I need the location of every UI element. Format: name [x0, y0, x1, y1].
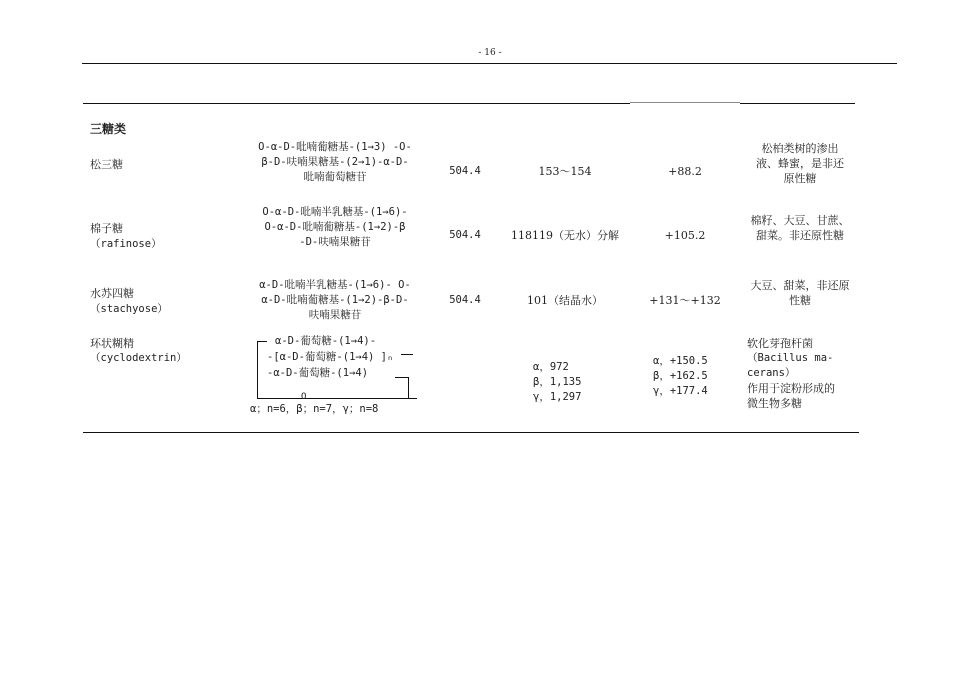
- source-line: 大豆、甜菜，非还原: [750, 279, 850, 292]
- row-mw: 504.4: [449, 294, 481, 306]
- structure-line: -[α-D-葡萄糖-(1→4) ]ₙ: [267, 351, 394, 363]
- structure-line: O-α-D-吡喃葡糖基-(1→2)-β: [264, 221, 406, 233]
- structure-line: α-D-吡喃半乳糖基-(1→6)- O-: [259, 279, 411, 291]
- row-mp: 101（结晶水）: [527, 294, 603, 307]
- structure-line: 呋喃果糖苷: [308, 309, 362, 321]
- row-mp: [533, 360, 581, 405]
- row-name-en: （stachyose）: [90, 303, 168, 315]
- source-line: 软化芽孢杆菌: [747, 337, 813, 350]
- source-line: 原性糖: [783, 172, 817, 185]
- row-name-en: （rafinose）: [90, 238, 162, 250]
- source-line: 甜菜。非还原性糖: [756, 229, 844, 242]
- row-rotation: [653, 354, 708, 399]
- row-name: 环状糊精: [90, 337, 134, 350]
- ring-bracket-right-top: [395, 377, 409, 378]
- structure-line: α-D-吡喃葡糖基-(1→2)-β-D-: [261, 294, 409, 306]
- rotation-line: β，+162.5: [653, 370, 708, 382]
- row-mp: 118119（无水）分解: [511, 229, 619, 242]
- structure-line: α；n=6，β；n=7，γ；n=8: [250, 403, 379, 415]
- ring-bracket-left: [257, 341, 258, 398]
- row-mp: 153～154: [538, 165, 592, 178]
- row-structure: [220, 140, 450, 185]
- row-mw: 504.4: [449, 165, 481, 177]
- row-source: [747, 336, 835, 411]
- mp-line: γ，1,297: [533, 391, 582, 403]
- source-line: 微生物多糖: [747, 397, 802, 410]
- source-line: （Bacillus ma-: [747, 352, 834, 364]
- source-line: cerans）: [747, 367, 796, 379]
- structure-line: α-D-葡萄糖-(1→4)-: [275, 335, 377, 347]
- row-name-en: （cyclodextrin）: [90, 352, 187, 364]
- row-name: 水苏四糖: [90, 287, 134, 300]
- row-structure: [220, 278, 450, 323]
- source-line: 作用于淀粉形成的: [747, 382, 835, 395]
- structure-line: -D-呋喃果糖苷: [299, 236, 371, 248]
- cyclodextrin-structure: [245, 332, 445, 420]
- table-top-rule-segment: [630, 102, 740, 103]
- ring-oxygen-label: O: [301, 392, 307, 402]
- structure-line: 吡喃葡萄糖苷: [303, 171, 367, 183]
- source-line: 性糖: [789, 294, 811, 307]
- source-line: 棉籽、大豆、甘蔗、: [750, 214, 850, 227]
- source-line: 液、蜂蜜，是非还: [756, 157, 844, 170]
- row-name: 棉子糖: [90, 222, 123, 235]
- page-number: - 16 -: [478, 48, 502, 58]
- mp-line: α，972: [533, 361, 569, 373]
- row-mw: 504.4: [449, 229, 481, 241]
- source-line: 松柏类树的渗出: [761, 142, 839, 155]
- structure-line: O-α-D-吡喃半乳糖基-(1→6)-: [262, 206, 408, 218]
- structure-line: β-D-呋喃果糖基-(2→1)-α-D-: [261, 156, 409, 168]
- structure-line: O-α-D-吡喃葡糖基-(1→3) -O-: [258, 141, 412, 153]
- table-bottom-rule: [83, 432, 859, 433]
- rotation-line: γ，+177.4: [653, 385, 708, 397]
- rotation-line: α，+150.5: [653, 355, 708, 367]
- row-source: [735, 278, 865, 308]
- section-title: 三糖类: [90, 122, 127, 136]
- ring-bracket-bottom: [257, 398, 417, 399]
- row-source: [735, 213, 865, 243]
- row-structure: [220, 205, 450, 250]
- ring-bracket-mid: [401, 354, 413, 355]
- row-rotation: +105.2: [664, 229, 706, 242]
- row-rotation: +88.2: [668, 165, 702, 178]
- ring-bracket-right: [408, 377, 409, 399]
- row-rotation: +131～+132: [649, 294, 721, 307]
- structure-line: -α-D-葡萄糖-(1→4): [267, 367, 369, 379]
- header-rule: [82, 63, 897, 64]
- row-name: 松三糖: [90, 158, 123, 171]
- row-source: [735, 141, 865, 186]
- mp-line: β，1,135: [533, 376, 582, 388]
- ring-bracket-top: [257, 341, 267, 342]
